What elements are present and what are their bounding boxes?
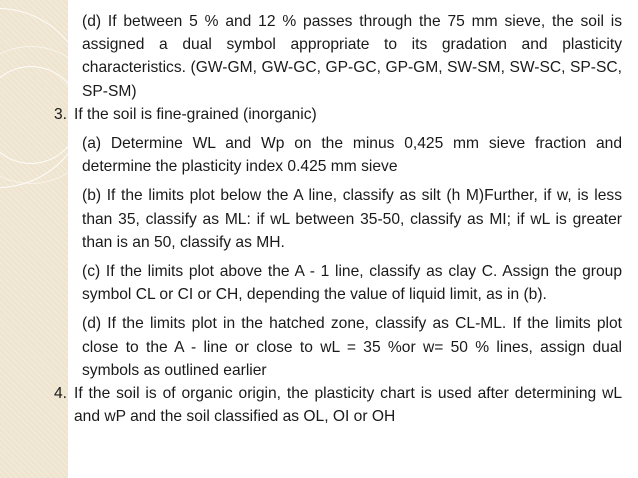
paragraph-dual-symbol: (d) If between 5 % and 12 % passes through the 75 mm sieve, the soil is assigned a dual symbol appropriate to its gradation and plasticity characteristics. (GW-GM, GW-GC, GP-GC, GP-GM, SW-SM, SW-SC, SP-SC, SP-SM) — [82, 13, 622, 100]
slide-body — [54, 10, 622, 428]
list-number: 4. — [54, 385, 68, 403]
paragraph-d: (d) If the limits plot in the hatched zone, classify as CL-ML. If the limits plot close to the A - line or close to wL = 35 %or w= 50 % lines, assign dual symbols as outlined earlier — [82, 315, 622, 379]
list-number: 3. — [54, 105, 68, 123]
list-item-3 — [54, 103, 622, 126]
paragraph-b: (b) If the limits plot below the A line, classify as silt (h M)Further, if w, is less than 35, classify as ML: if wL between 35-50, classify as MI; if wL is greater than is an 50, classify as MH. — [82, 187, 622, 251]
paragraph-c: (c) If the limits plot above the A - 1 line, classify as clay C. Assign the group symbol CL or CI or CH, depending the value of liquid limit, as in (b). — [82, 263, 622, 304]
list-item-4 — [54, 382, 622, 428]
list-item-text: If the soil is fine-grained (inorganic) — [74, 105, 317, 123]
paragraph-a: (a) Determine WL and Wp on the minus 0,425 mm sieve fraction and determine the plasticity index 0.425 mm sieve — [82, 135, 622, 176]
list-item-text: If the soil is of organic origin, the plasticity chart is used after determining wL and wP and the soil classified as OL, OI or OH — [74, 385, 622, 426]
